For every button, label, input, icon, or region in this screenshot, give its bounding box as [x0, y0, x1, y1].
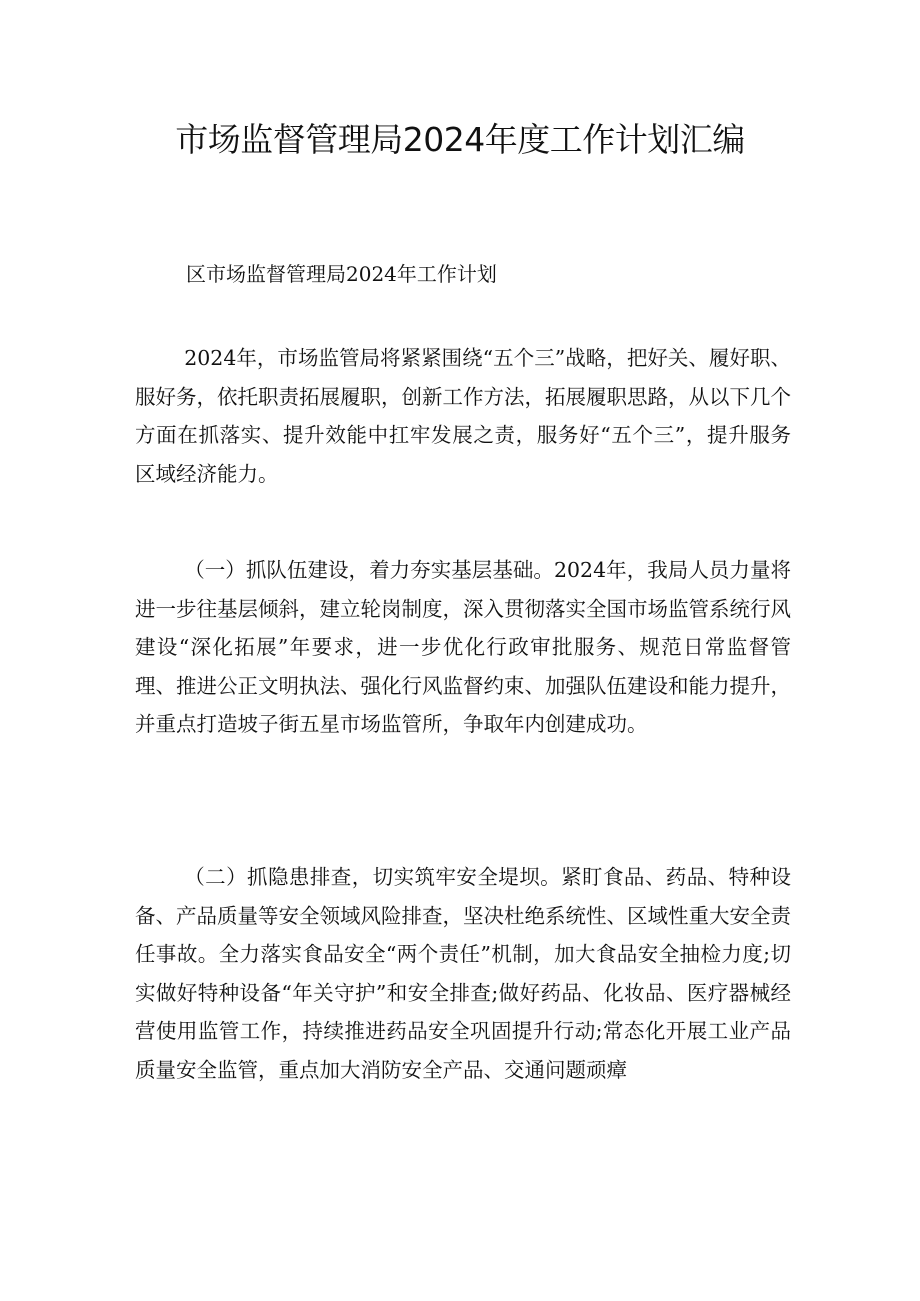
paragraph-team-building: （一）抓队伍建设，着力夯实基层基础。2024年，我局人员力量将进一步往基层倾斜，建立轮岗制度，深入贯彻落实全国市场监管系统行风建设“深化拓展”年要求，进一步优化行政审批服务、规范日常监督管理、推进公正文明执法、强化行风监督约束、加强队伍建设和能力提升，并重点打造坡子街五星市场监管所，争取年内创建成功。 [135, 558, 791, 737]
document-title: 市场监督管理局2024年度工作计划汇编 [175, 120, 745, 159]
paragraph-intro: 2024年，市场监管局将紧紧围绕“五个三”战略，把好关、履好职、服好务，依托职责拓展履职，创新工作方法，拓展履职思路，从以下几个方面在抓落实、提升效能中扛牢发展之责，服务好“五个三”，提升服务区域经济能力。 [135, 346, 791, 486]
paragraph-hazard-inspection: （二）抓隐患排查，切实筑牢安全堤坝。紧盯食品、药品、特种设备、产品质量等安全领域风险排查，坚决杜绝系统性、区域性重大安全责任事故。全力落实食品安全“两个责任”机制，加大食品安全抽检力度;切实做好特种设备“年关守护”和安全排查;做好药品、化妆品、医疗器械经营使用监管工作，持续推进药品安全巩固提升行动;常态化开展工业产品质量安全监管，重点加大消防安全产品、交通问题顽瘴 [135, 865, 791, 1082]
document-subtitle: 区市场监督管理局2024年工作计划 [186, 262, 497, 286]
